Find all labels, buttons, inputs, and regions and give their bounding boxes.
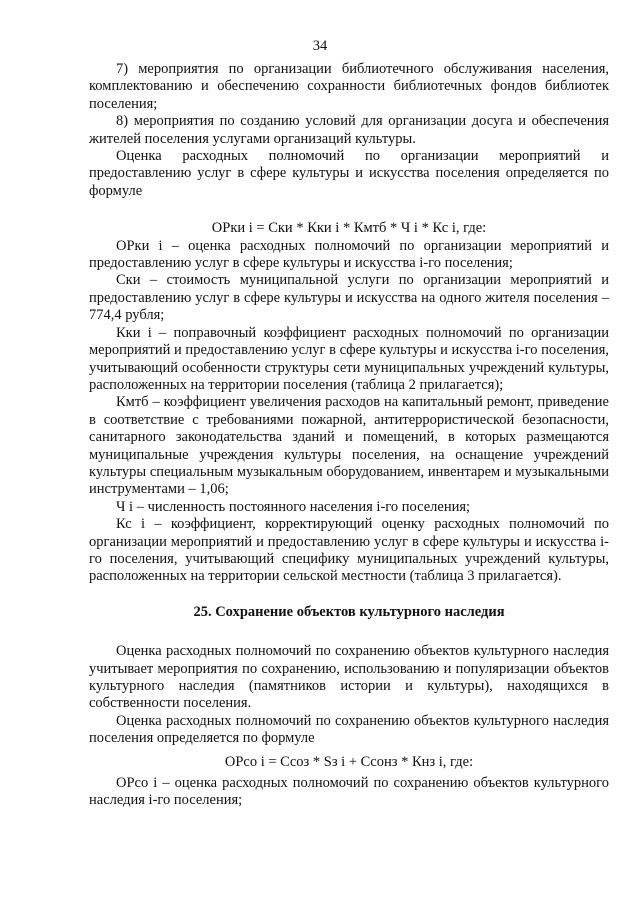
definition-kmtb: Кмтб – коэффициент увеличения расходов на капитальный ремонт, приведение в соответствие с требованиями пожарной, антитеррористической безопасности, санитарного законодательства зданий и помещений, в которых размещаются муниципальные учреждения культуры поселения, на оснащение учреждений культуры специальным музыкальным оборудованием, инвентарем и музыкальными инструментами – 1,06; [89,394,609,498]
section-paragraph-2: Оценка расходных полномочий по сохранению объектов культурного наследия поселения определяется по формуле [89,712,609,747]
definition-ks: Кс i – коэффициент, корректирующий оценку расходных полномочий по организации мероприятий и предоставлению услуг в сфере культуры и искусства i-го поселения, учитывающий специфику муниципальных учреждений культуры, расположенных на территории сельской местности (таблица 3 прилагается). [89,516,609,585]
definition-ch: Ч i – численность постоянного населения i-го поселения; [116,498,471,515]
page-content [89,61,609,810]
formula-culture: ОРки i = Cки * Кки i * Кмтб * Ч i * Кс i, где: [211,220,487,237]
section-paragraph-1: Оценка расходных полномочий по сохранению объектов культурного наследия учитывает мероприятия по сохранению, использованию и популяризации объектов культурного наследия (памятников истории и культуры), находящихся в собственности поселения. [89,643,609,712]
list-item-7: 7) мероприятия по организации библиотечного обслуживания населения, комплектованию и обеспечению сохранности библиотечных фондов библиотек поселения; [89,61,609,112]
section-heading: 25. Сохранение объектов культурного наследия [193,603,505,620]
page-number: 34 [312,38,328,54]
intro-paragraph: Оценка расходных полномочий по организации мероприятий и предоставлению услуг в сфере культуры и искусства поселения определяется по формуле [89,148,609,199]
list-item-8: 8) мероприятия по созданию условий для организации досуга и обеспечения жителей поселения услугами организаций культуры. [89,113,609,147]
formula-heritage: ОРсо i = Cсоз * Sз i + Cсонз * Кнз i, где: [224,753,474,770]
definition-orki: ОРки i – оценка расходных полномочий по организации мероприятий и предоставлению услуг в сфере культуры и искусства i-го поселения; [89,237,609,272]
definition-orso: ОРсо i – оценка расходных полномочий по сохранению объектов культурного наследия i-го поселения; [89,775,609,809]
definition-cki: Cки – стоимость муниципальной услуги по организации мероприятий и предоставлению услуг в сфере культуры и искусства на одного жителя поселения – 774,4 рубля; [89,272,609,324]
definition-kki: Кки i – поправочный коэффициент расходных полномочий по организации мероприятий и предоставлению услуг в сфере культуры и искусства i-го поселения, учитывающий особенности структуры сети муниципальных учреждений культуры, расположенных на территории поселения (таблица 2 прилагается); [89,324,609,393]
